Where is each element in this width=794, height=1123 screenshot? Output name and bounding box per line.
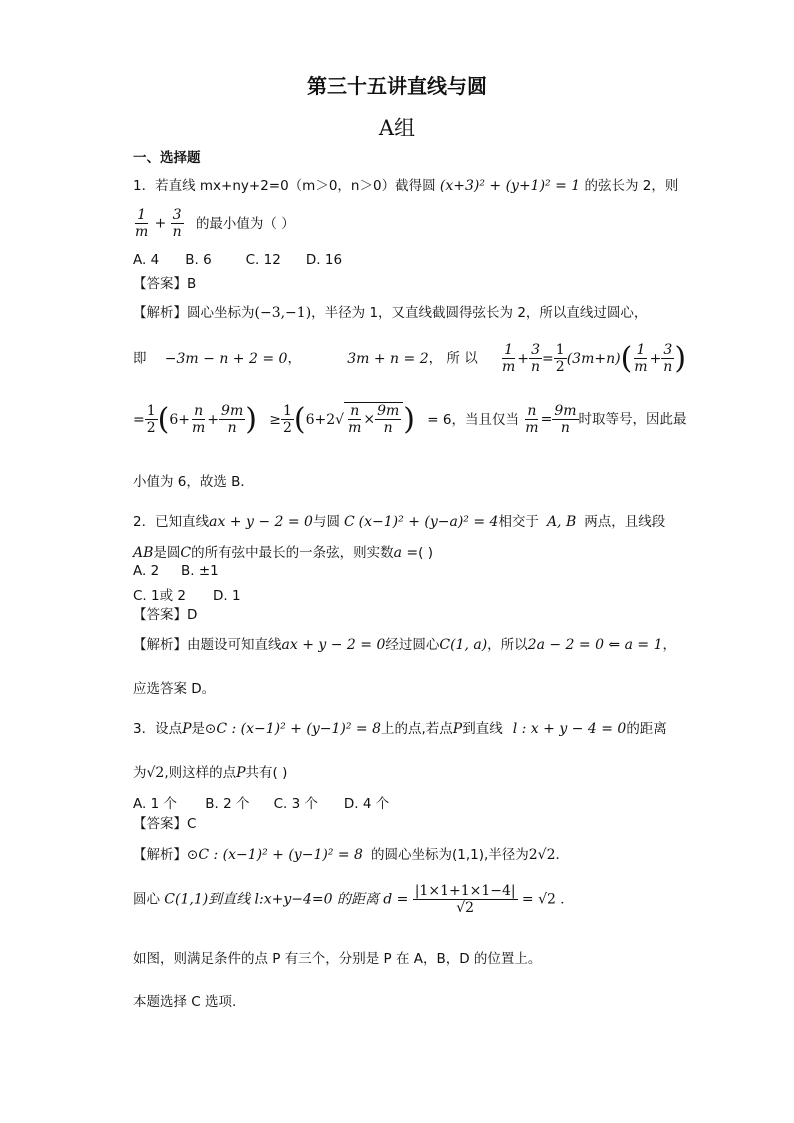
q1-step2-tail: = 6，当且仅当 bbox=[427, 411, 519, 428]
q1-step2-eqcond-right: $\frac{9m}{n}$ bbox=[554, 403, 577, 436]
q1-circle-equation: (x+3)² + (y+1)² = 1 bbox=[439, 178, 581, 194]
q2-option-a: A. 2 bbox=[133, 563, 160, 579]
q1-analysis-line3: = $\frac{1}{2}$ (6+ $\frac{n}{m}$ + $\frac{9m}{n}$ ) ≥ $\frac{1}{2}$ (6+2√ $\frac{n}{m}$ × $\frac{9m}{n}$ ) = 6，当且仅当 $\frac{n}{m}$ = $\frac{9m}{n}$ 时取等号，因此最 bbox=[133, 401, 687, 437]
q2-option-d: D. 1 bbox=[213, 588, 241, 604]
q3-dist-numerator: |1×1+1×1−4| bbox=[414, 883, 516, 899]
q1-text-a: 1．若直线 mx+ny+2=0（m＞0，n＞0）截得圆 bbox=[133, 178, 436, 194]
q1-step2-tail2: 时取等号，因此最 bbox=[578, 411, 687, 428]
q1-option-d: D. 16 bbox=[305, 252, 343, 268]
q2-text-2b: 是圆 bbox=[153, 545, 181, 561]
q1-line2: $\frac{1}{m}$ + $\frac{3}{n}$ 的最小值为（ ） bbox=[135, 207, 295, 240]
q2-options-row1 bbox=[133, 563, 219, 579]
q2-answer: 【答案】D bbox=[133, 607, 198, 623]
q2-analysis-text-a: 【解析】由题设可知直线 bbox=[133, 637, 282, 653]
q3-text-d: 到直线 bbox=[462, 721, 503, 737]
q1-text-min: 的最小值为（ ） bbox=[195, 215, 295, 232]
q2-circle-name: C bbox=[343, 514, 355, 530]
q2-option-b: B. ±1 bbox=[181, 563, 219, 579]
q2-text-2d: 的所有弦中最长的一条弦，则实数 bbox=[191, 545, 394, 561]
q3-dist-dot: ． bbox=[560, 891, 574, 908]
q1-line1 bbox=[133, 174, 678, 194]
q3-text-c: 上的点,若点 bbox=[380, 721, 453, 737]
q1-text-b: 的弦长为 2，则 bbox=[584, 178, 679, 194]
q1-conclusion: 小值为 6，故选 B． bbox=[133, 474, 254, 490]
q2-points: A, B bbox=[546, 514, 577, 530]
q1-option-c: C. 12 bbox=[245, 252, 281, 268]
q2-options-row2 bbox=[133, 584, 241, 604]
q2-analysis-eq: ax + y − 2 = 0 bbox=[281, 637, 386, 653]
q2-paren: ( ) bbox=[418, 545, 433, 561]
q3-analysis-text-a: 【解析】⊙ bbox=[133, 847, 199, 863]
q3-point-p-2: P bbox=[452, 721, 463, 737]
q2-analysis-text-e: ， bbox=[662, 637, 677, 653]
q2-option-c: C. 1或 2 bbox=[133, 588, 186, 604]
q2-text-b: 与圆 bbox=[312, 514, 340, 530]
q2-segment: AB bbox=[133, 545, 154, 561]
q3-dist-text-c: l:x+y−4=0 的距离 bbox=[254, 891, 379, 908]
q3-options bbox=[133, 792, 389, 812]
q2-text-a: 2．已知直线 bbox=[133, 514, 210, 530]
q3-distance-line: 圆心 C(1,1)到直线 l:x+y−4=0 的距离 d = $\frac{|1\times 1+1\times 1-4|}{√2}$ = √2 ． bbox=[133, 883, 574, 916]
q2-var-a: a = bbox=[393, 545, 419, 561]
q2-line1 bbox=[133, 510, 665, 530]
q2-text-f: 两点，且线段 bbox=[584, 514, 666, 530]
q3-option-a: A. 1 个 bbox=[133, 796, 177, 812]
q3-circle-equation: C : (x−1)² + (y−1)² = 8 bbox=[216, 721, 381, 737]
q3-dist-denominator: √2 bbox=[456, 900, 475, 916]
q3-answer: 【答案】C bbox=[133, 816, 197, 832]
group-heading: A组 bbox=[378, 116, 416, 140]
q3-line-equation: l : x + y − 4 = 0 bbox=[512, 721, 627, 737]
q3-dist-result: = √2 bbox=[521, 891, 556, 908]
q3-text-2a: 为 bbox=[133, 765, 147, 781]
q3-sqrt2: √2 bbox=[146, 765, 165, 781]
q1-step1-text-a: 即 bbox=[133, 350, 147, 367]
q2-conclusion: 应选答案 D。 bbox=[133, 681, 216, 697]
q2-circle-name-2: C bbox=[180, 545, 192, 561]
q3-analysis-eq: C : (x−1)² + (y−1)² = 8 bbox=[198, 847, 363, 863]
section-heading: 一、选择题 bbox=[133, 150, 201, 166]
q3-option-b: B. 2 个 bbox=[205, 796, 250, 812]
q2-line2 bbox=[133, 541, 433, 561]
q1-options bbox=[133, 252, 342, 268]
q3-dist-fraction bbox=[413, 883, 518, 916]
q1-analysis-center: (−3,−1) bbox=[254, 305, 312, 321]
q3-line1 bbox=[133, 717, 667, 737]
q3-choose: 本题选择 C 选项. bbox=[133, 994, 237, 1010]
q3-figure-note: 如图，则满足条件的点 P 有三个，分别是 P 在 A，B，D 的位置上。 bbox=[133, 951, 542, 967]
q2-analysis bbox=[133, 633, 676, 653]
q2-line-equation: ax + y − 2 = 0 bbox=[209, 514, 313, 530]
q3-dist-text-b: C(1,1)到直线 bbox=[164, 891, 251, 908]
q1-option-b: B. 6 bbox=[185, 252, 212, 268]
q3-point-p-3: P bbox=[236, 765, 246, 781]
q1-analysis-text-a: 【解析】圆心坐标为 bbox=[133, 305, 255, 321]
q1-frac-3-n: $\frac{3}{n}$ bbox=[172, 207, 182, 240]
q3-dist-text-a: 圆心 bbox=[133, 891, 160, 908]
q3-option-c: C. 3 个 bbox=[273, 796, 318, 812]
q3-text-a: 3．设点 bbox=[133, 721, 183, 737]
q1-step2-inequality: ≥ $\frac{1}{2}$ (6+2√ $\frac{n}{m}$ × $\frac{9m}{n}$ ) bbox=[269, 401, 415, 437]
page-title: 第三十五讲直线与圆 bbox=[307, 74, 487, 98]
q1-step1-eq2: 3m + n = 2 bbox=[347, 350, 429, 367]
q1-analysis-line2 bbox=[133, 342, 686, 375]
q1-frac-1-m: $\frac{1}{m}$ bbox=[135, 207, 149, 240]
q1-step2-eqcond-left: $\frac{n}{m}$ bbox=[525, 403, 539, 436]
q1-analysis-text-b: ，半径为 1，又直线截圆得弦长为 2，所以直线过圆心， bbox=[311, 305, 648, 321]
q2-analysis-center: C(1, a) bbox=[439, 637, 488, 653]
q3-line2 bbox=[133, 761, 287, 781]
q3-text-e: 的距离 bbox=[626, 721, 667, 737]
q3-text-2d: 共有( ) bbox=[245, 765, 288, 781]
q3-point-p: P bbox=[182, 721, 192, 737]
q1-step1-comma: ， bbox=[287, 350, 301, 367]
q1-step1-text-b: ， 所 以 bbox=[428, 350, 478, 367]
q3-text-2c: ,则这样的点 bbox=[164, 765, 237, 781]
q2-analysis-text-b: 经过圆心 bbox=[385, 637, 440, 653]
q1-analysis-line1 bbox=[133, 301, 647, 321]
q2-circle-equation: (x−1)² + (y−a)² = 4 bbox=[358, 514, 499, 530]
q1-step1-expression: $\frac{1}{m}$ + $\frac{3}{n}$ = $\frac{1}{2}$ (3m+n)( $\frac{1}{m}$ + $\frac{3}{n}$ ) bbox=[502, 340, 687, 376]
q2-text-d: 相交于 bbox=[498, 514, 539, 530]
q2-analysis-eq2: 2a − 2 = 0 ⇐ a = 1 bbox=[527, 637, 663, 653]
q1-option-a: A. 4 bbox=[133, 252, 160, 268]
q3-option-d: D. 4 个 bbox=[343, 796, 390, 812]
q3-text-b: 是⊙ bbox=[191, 721, 217, 737]
q3-analysis-line1 bbox=[133, 843, 569, 863]
q1-step2-expression: = $\frac{1}{2}$ (6+ $\frac{n}{m}$ + $\frac{9m}{n}$ ) bbox=[133, 401, 257, 437]
q3-analysis-text-b: 的圆心坐标为(1,1),半径为 bbox=[370, 847, 529, 863]
q2-analysis-text-d: ，所以 bbox=[487, 637, 528, 653]
q1-step1-eq1: −3m − n + 2 = 0 bbox=[164, 350, 288, 367]
q1-answer: 【答案】B bbox=[133, 276, 197, 292]
q3-analysis-radius: 2√2 bbox=[528, 847, 556, 863]
q3-analysis-text-c: ． bbox=[555, 847, 570, 863]
